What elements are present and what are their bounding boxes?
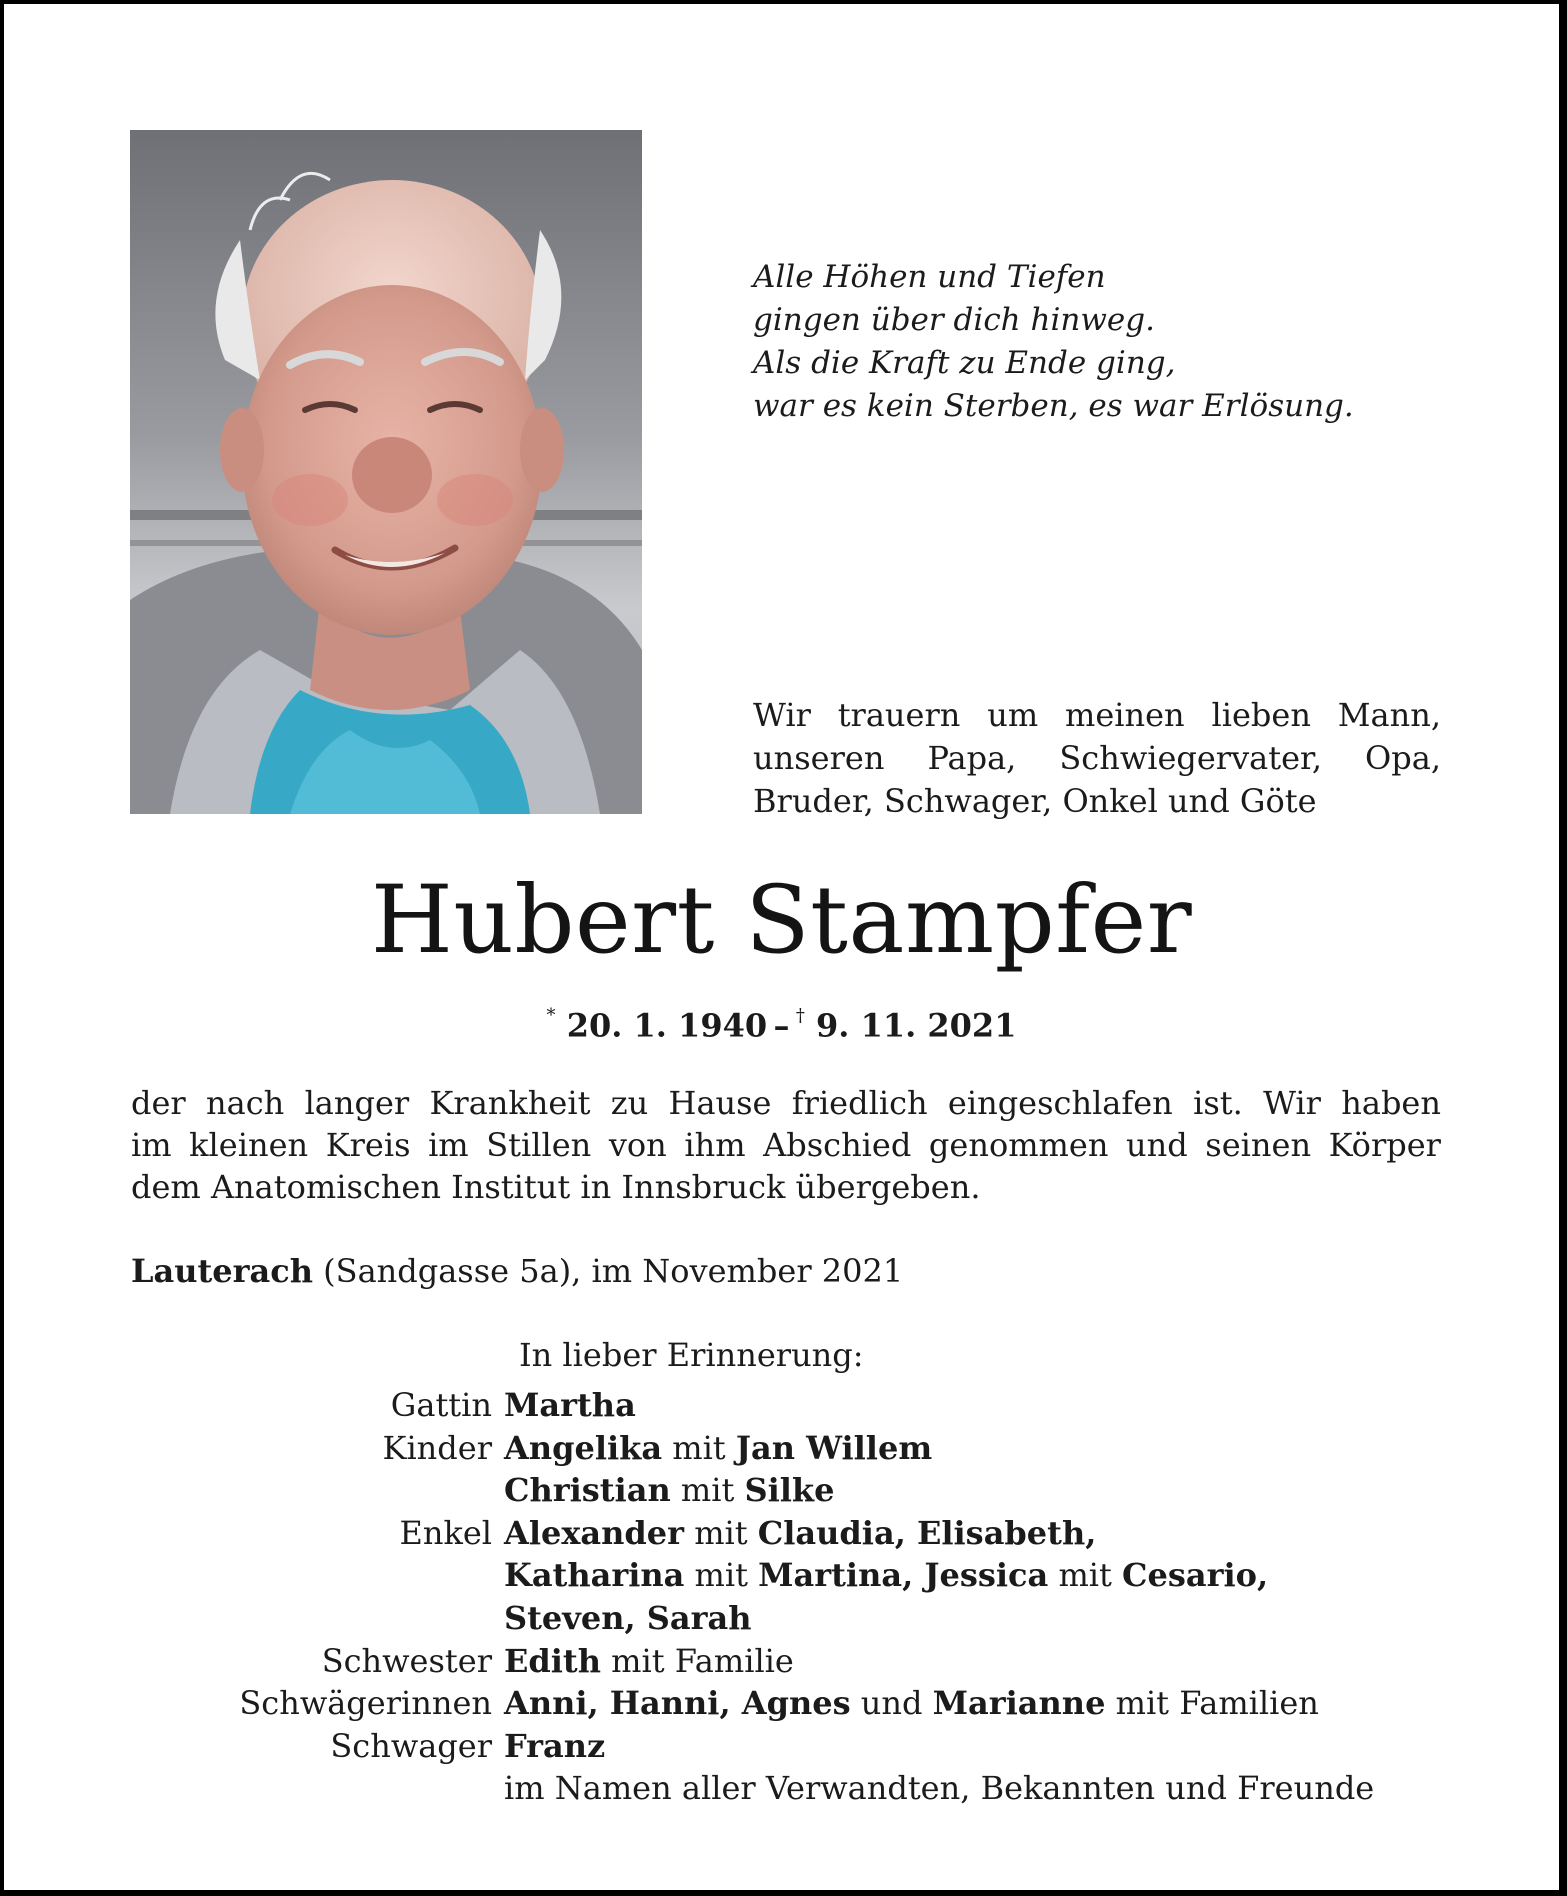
poem-line: Alle Höhen und Tiefen	[753, 259, 1106, 295]
word: Abschied	[763, 1126, 912, 1164]
mourner-name: Edith	[504, 1641, 601, 1680]
word: unseren	[753, 739, 885, 777]
mourner-name: Angelika	[504, 1428, 663, 1467]
word: Opa,	[1365, 739, 1441, 777]
mourner-connector: mit	[670, 1471, 745, 1510]
mourner-connector: mit	[684, 1556, 759, 1595]
mourner-connector: mit	[1048, 1556, 1123, 1595]
mourner-name: Anni, Hanni, Agnes	[504, 1684, 851, 1723]
word: ihm	[684, 1126, 746, 1164]
word: zu	[610, 1084, 649, 1122]
word: Körper	[1328, 1126, 1441, 1164]
mourner-relation: Schwager	[330, 1726, 492, 1765]
mourner-name: Steven, Sarah	[504, 1598, 752, 1637]
body-line	[131, 1082, 1441, 1124]
mourner-names	[504, 1767, 1559, 1810]
intro-text	[753, 694, 1441, 823]
intro-line	[753, 694, 1441, 737]
mourner-connector: mit	[684, 1513, 758, 1552]
mourner-names	[504, 1682, 1559, 1725]
poem	[753, 256, 1473, 428]
word: Wir	[1263, 1084, 1321, 1122]
word: Papa,	[927, 739, 1017, 777]
place-rest: (Sandgasse 5a), im November 2021	[312, 1252, 904, 1290]
word: von	[608, 1126, 667, 1164]
mourner-relation	[4, 1597, 504, 1640]
mourner-row	[4, 1427, 1559, 1470]
intro-line	[753, 737, 1441, 780]
mourner-row	[4, 1640, 1559, 1683]
mourners-list	[4, 1384, 1559, 1810]
mourner-relation: Kinder	[382, 1428, 492, 1467]
mourner-names	[504, 1512, 1559, 1555]
mourner-row	[4, 1597, 1559, 1640]
mourner-relation	[4, 1469, 504, 1512]
mourner-name: Cesario,	[1122, 1556, 1269, 1595]
mourner-name: Christian	[504, 1471, 671, 1510]
word: im	[428, 1126, 469, 1164]
mourner-row	[4, 1469, 1559, 1512]
word: Krankheit	[429, 1084, 591, 1122]
mourner-names	[504, 1640, 1559, 1683]
mourner-name: Martha	[504, 1386, 636, 1424]
mourner-names	[504, 1597, 1559, 1640]
mourner-name: Martina, Jessica	[758, 1556, 1049, 1595]
word: um	[987, 696, 1039, 734]
death-date: 9. 11. 2021	[816, 1006, 1017, 1045]
word: Kreis	[325, 1126, 411, 1164]
mourner-name: Marianne	[932, 1684, 1106, 1723]
mourner-relation	[4, 1554, 504, 1597]
word: Bruder, Schwager, Onkel und Göte	[753, 782, 1317, 820]
death-symbol: †	[795, 1005, 805, 1026]
mourner-name: Alexander	[504, 1513, 685, 1552]
body-text	[131, 1082, 1441, 1208]
word: meinen	[1064, 696, 1185, 734]
life-dates	[4, 1000, 1559, 1046]
mourner-row	[4, 1384, 1559, 1427]
mourner-row	[4, 1554, 1559, 1597]
word: ist.	[1193, 1084, 1243, 1122]
date-dash: –	[773, 1006, 790, 1045]
intro-line	[753, 780, 1441, 823]
body-line	[131, 1124, 1441, 1166]
place-town: Lauterach	[131, 1252, 313, 1290]
mourner-name: Katharina	[504, 1556, 685, 1595]
word: genommen	[928, 1126, 1109, 1164]
word: kleinen	[189, 1126, 309, 1164]
mourner-row	[4, 1767, 1559, 1810]
mourner-relation: Gattin	[390, 1386, 492, 1424]
word: dem Anatomischen Institut in Innsbruck übergeben.	[131, 1168, 981, 1206]
word: trauern	[837, 696, 961, 734]
mourner-names	[504, 1427, 1559, 1470]
mourner-names	[504, 1554, 1559, 1597]
mourner-relation: Schwester	[321, 1641, 492, 1680]
word: Mann,	[1337, 696, 1441, 734]
mourner-row	[4, 1725, 1559, 1768]
mourner-row	[4, 1512, 1559, 1555]
birth-symbol: *	[546, 1005, 556, 1026]
place-line	[131, 1250, 1441, 1292]
mourner-connector: mit Familie	[600, 1641, 794, 1680]
poem-line: Als die Kraft zu Ende ging,	[753, 345, 1176, 381]
mourner-names	[504, 1384, 1559, 1427]
deceased-name: Hubert Stampfer	[370, 866, 1193, 975]
mourner-connector: mit Familien	[1105, 1684, 1319, 1723]
word: und	[1126, 1126, 1188, 1164]
mourner-connector: mit	[662, 1428, 736, 1467]
mourner-connector: im Namen aller Verwandten, Bekannten und Freunde	[504, 1769, 1375, 1808]
body-line	[131, 1166, 1441, 1208]
word: der	[131, 1084, 186, 1122]
word: eingeschlafen	[947, 1084, 1173, 1122]
word: langer	[304, 1084, 410, 1122]
mourner-name: Silke	[744, 1471, 835, 1510]
mourner-name: Claudia, Elisabeth,	[757, 1513, 1097, 1552]
mourner-relation	[4, 1767, 504, 1810]
word: Wir	[753, 696, 811, 734]
word: lieben	[1211, 696, 1311, 734]
memory-title: In lieber Erinnerung:	[519, 1336, 864, 1374]
word: haben	[1341, 1084, 1441, 1122]
poem-line: gingen über dich hinweg.	[753, 302, 1155, 338]
obituary-page	[4, 4, 1559, 1890]
mourner-relation: Schwägerinnen	[239, 1684, 492, 1723]
word: Schwiegervater,	[1059, 739, 1322, 777]
word: Hause	[668, 1084, 772, 1122]
mourner-names	[504, 1469, 1559, 1512]
mourner-row	[4, 1682, 1559, 1725]
birth-date: 20. 1. 1940	[566, 1006, 768, 1045]
word: nach	[206, 1084, 285, 1122]
word: Stillen	[486, 1126, 592, 1164]
word: im	[131, 1126, 172, 1164]
poem-line: war es kein Sterben, es war Erlösung.	[753, 388, 1354, 424]
mourner-relation: Enkel	[399, 1513, 492, 1552]
word: seinen	[1205, 1126, 1312, 1164]
word: friedlich	[791, 1084, 928, 1122]
portrait-photo	[130, 130, 642, 814]
mourner-connector: und	[850, 1684, 933, 1723]
mourner-name: Jan Willem	[735, 1428, 933, 1467]
mourner-name: Franz	[504, 1726, 606, 1765]
mourner-names	[504, 1725, 1559, 1768]
